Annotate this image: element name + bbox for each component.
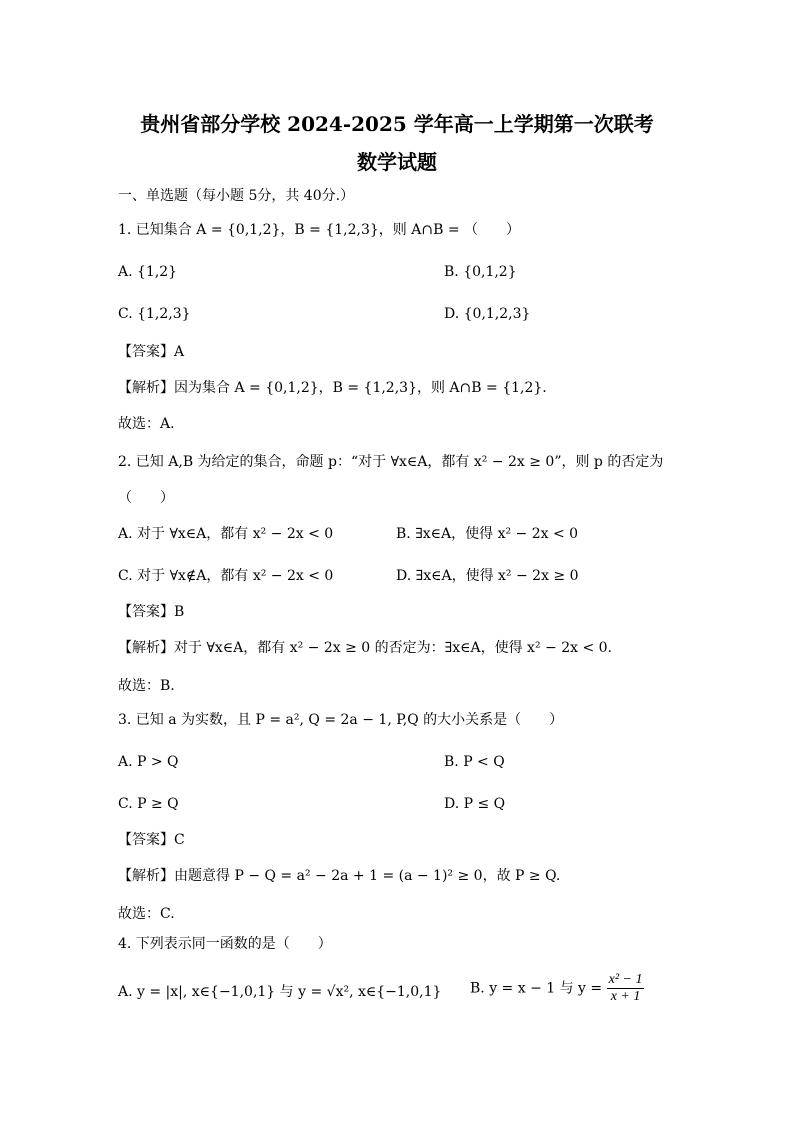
q2-option-d: D. ∃x∈A，使得 x² − 2x ≥ 0: [396, 568, 579, 584]
q3-answer: 【答案】C: [118, 832, 185, 848]
q2-option-b: B. ∃x∈A，使得 x² − 2x < 0: [396, 526, 579, 542]
document-subtitle: 数学试题: [357, 150, 437, 174]
q4-option-b-left: B. y = x − 1 与 y =: [470, 980, 603, 997]
q4-option-b: [470, 972, 644, 1005]
q1-conclusion: 故选：A.: [118, 416, 175, 432]
q3-option-b: B. P < Q: [444, 754, 505, 770]
q4-option-b-numerator: x² − 1: [608, 972, 643, 987]
q1-option-d: D. {0,1,2,3}: [444, 306, 531, 322]
q4-option-b-denominator: x + 1: [610, 989, 641, 1004]
q4-option-b-fraction: [607, 972, 645, 1005]
q1-option-a: A. {1,2}: [118, 264, 178, 280]
section-heading: 一、单选题（每小题 5分，共 40分.）: [118, 188, 355, 204]
q2-option-c: C. 对于 ∀x∉A，都有 x² − 2x < 0: [118, 568, 334, 584]
q1-analysis: 【解析】因为集合 A = {0,1,2}，B = {1,2,3}，则 A∩B = {1,2}.: [118, 380, 547, 396]
q3-conclusion: 故选：C.: [118, 906, 175, 922]
q3-option-c: C. P ≥ Q: [118, 796, 179, 812]
q1-answer: 【答案】A: [118, 344, 185, 360]
q2-stem: 2. 已知 A,B 为给定的集合，命题 p：“对于 ∀x∈A，都有 x² − 2x ≥ 0”，则 p 的否定为: [118, 454, 664, 470]
q2-stem-cont: （ ）: [118, 490, 174, 506]
q1-option-c: C. {1,2,3}: [118, 306, 191, 322]
q2-conclusion: 故选：B.: [118, 678, 175, 694]
q4-stem: 4. 下列表示同一函数的是（ ）: [118, 936, 332, 952]
q3-stem: 3. 已知 a 为实数，且 P = a², Q = 2a − 1, P,Q 的大小关系是（ ）: [118, 712, 564, 728]
q3-analysis: 【解析】由题意得 P − Q = a² − 2a + 1 = (a − 1)² ≥ 0，故 P ≥ Q.: [118, 868, 561, 884]
q2-answer: 【答案】B: [118, 604, 185, 620]
q1-stem: 1. 已知集合 A = {0,1,2}，B = {1,2,3}，则 A∩B = （ ）: [118, 222, 521, 238]
q2-analysis: 【解析】对于 ∀x∈A，都有 x² − 2x ≥ 0 的否定为：∃x∈A，使得 x² − 2x < 0.: [118, 640, 612, 656]
document-title: 贵州省部分学校 2024-2025 学年高一上学期第一次联考: [140, 112, 654, 136]
q3-option-d: D. P ≤ Q: [444, 796, 506, 812]
q4-option-a: A. y = |x|, x∈{−1,0,1} 与 y = √x², x∈{−1,0,1}: [118, 984, 442, 1000]
q2-option-a: A. 对于 ∀x∈A，都有 x² − 2x < 0: [118, 526, 334, 542]
q1-option-b: B. {0,1,2}: [444, 264, 517, 280]
q3-option-a: A. P > Q: [118, 754, 179, 770]
